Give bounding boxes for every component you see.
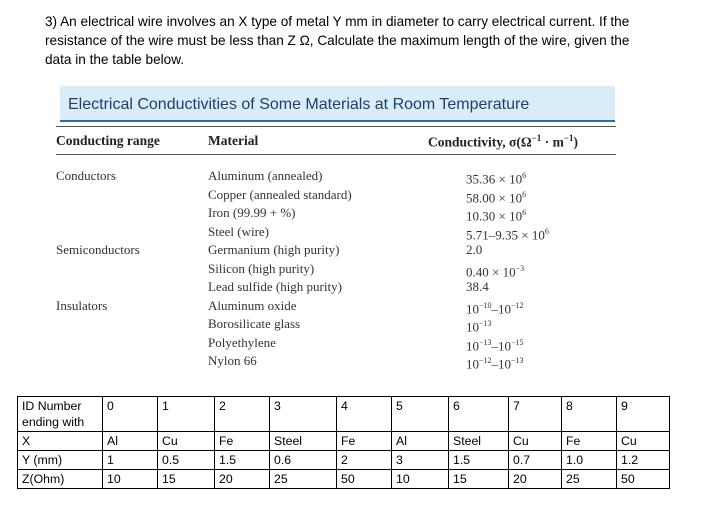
id-cell: 3 — [270, 397, 337, 432]
header-conductivity: Conductivity, $\sigma(\Omega^{-1} \cdot m^{-1})$ — [428, 133, 578, 150]
range-conductors: Conductors — [56, 168, 116, 183]
range-insulators: Insulators — [56, 297, 108, 313]
header-bottom-rule — [56, 154, 616, 155]
conductivity-cell: $10^{-13}-10^{-15}$ — [466, 337, 524, 353]
conductivity-cell: $0.40 \times 10^{-3}$ — [466, 263, 525, 279]
material-cell: Silicon (high purity) — [208, 260, 315, 276]
x-cell: Cu — [158, 432, 215, 451]
x-cell: Fe — [337, 432, 392, 451]
z-cell: 25 — [270, 470, 337, 489]
y-cell: 0.5 — [158, 451, 215, 470]
x-cell: Fe — [562, 432, 617, 451]
x-cell: Fe — [215, 432, 270, 451]
id-data-table — [17, 396, 670, 489]
question-line-3: data in the table below. — [45, 52, 185, 67]
y-cell: 0.7 — [509, 451, 562, 470]
row-header-z: Z(Ohm) — [18, 470, 103, 489]
conductivity-cell: 2.0 — [466, 242, 483, 257]
conductivity-cell: $35.36 \times 10^6$ — [466, 171, 527, 187]
id-cell: 8 — [562, 397, 617, 432]
id-cell: 5 — [392, 397, 449, 432]
question-line-1: 3) An electrical wire involves an X type of metal Y mm in diameter to carry electrical current. If the — [45, 14, 630, 29]
y-cell: 1.0 — [562, 451, 617, 470]
y-cell: 2 — [337, 451, 392, 470]
figure-title: Electrical Conductivities of Some Materials at Room Temperature — [60, 86, 615, 122]
y-cell: 0.6 — [270, 451, 337, 470]
material-cell: Polyethylene — [208, 334, 276, 350]
conductivity-cell: $10^{-12}-10^{-13}$ — [466, 356, 524, 372]
question-text — [45, 12, 695, 69]
x-cell: Steel — [449, 432, 509, 451]
z-cell: 10 — [103, 470, 158, 489]
z-cell: 20 — [215, 470, 270, 489]
material-cell: Nylon 66 — [208, 353, 257, 368]
z-cell: 15 — [158, 470, 215, 489]
material-cell: Aluminum (annealed) — [208, 168, 323, 183]
z-cell: 25 — [562, 470, 617, 489]
conductivity-cell: $10^{-10}-10^{-12}$ — [466, 300, 524, 316]
range-semiconductors: Semiconductors — [56, 242, 140, 257]
table-row-y — [18, 451, 670, 470]
table-row-ids — [18, 397, 670, 432]
x-cell: Al — [392, 432, 449, 451]
x-cell: Cu — [509, 432, 562, 451]
x-cell: Steel — [270, 432, 337, 451]
header-material: Material — [208, 133, 259, 148]
conductivity-cell: 38.4 — [466, 279, 489, 294]
conductivity-column — [466, 167, 549, 371]
table-row-x — [18, 432, 670, 451]
material-column — [208, 167, 352, 371]
id-cell: 4 — [337, 397, 392, 432]
id-cell: 2 — [215, 397, 270, 432]
id-cell: 7 — [509, 397, 562, 432]
y-cell: 3 — [392, 451, 449, 470]
id-cell: 1 — [158, 397, 215, 432]
row-header-id: ID Number ending with — [18, 397, 103, 432]
y-cell: 1 — [103, 451, 158, 470]
z-cell: 50 — [617, 470, 670, 489]
row-header-y: Y (mm) — [18, 451, 103, 470]
material-cell: Aluminum oxide — [208, 297, 297, 313]
material-cell: Iron (99.99 + %) — [208, 205, 296, 220]
row-header-x: X — [18, 432, 103, 451]
x-cell: Cu — [617, 432, 670, 451]
id-cell: 9 — [617, 397, 670, 432]
z-cell: 20 — [509, 470, 562, 489]
table-row-z — [18, 470, 670, 489]
conductivity-cell: $5.71-9.35 \times 10^6$ — [466, 226, 549, 242]
material-cell: Germanium (high purity) — [208, 242, 340, 257]
conductivity-cell: $58.00 \times 10^6$ — [466, 189, 527, 205]
question-line-2: resistance of the wire must be less than Z Ω, Calculate the maximum length of the wire, given the — [45, 33, 630, 48]
z-cell: 50 — [337, 470, 392, 489]
id-cell: 0 — [103, 397, 158, 432]
y-cell: 1.5 — [449, 451, 509, 470]
conductivity-cell: $10^{-13}$ — [466, 319, 492, 335]
y-cell: 1.2 — [617, 451, 670, 470]
z-cell: 15 — [449, 470, 509, 489]
material-cell: Lead sulfide (high purity) — [208, 279, 342, 294]
x-cell: Al — [103, 432, 158, 451]
conductivity-cell: $10.30 \times 10^6$ — [466, 208, 527, 224]
material-cell: Copper (annealed standard) — [208, 186, 352, 202]
range-column — [56, 167, 140, 315]
z-cell: 10 — [392, 470, 449, 489]
material-cell: Steel (wire) — [208, 223, 270, 239]
material-cell: Borosilicate glass — [208, 316, 301, 331]
y-cell: 1.5 — [215, 451, 270, 470]
conductivity-figure — [54, 86, 618, 378]
id-cell: 6 — [449, 397, 509, 432]
header-conducting-range: Conducting range — [56, 133, 160, 148]
header-top-rule — [56, 126, 616, 127]
